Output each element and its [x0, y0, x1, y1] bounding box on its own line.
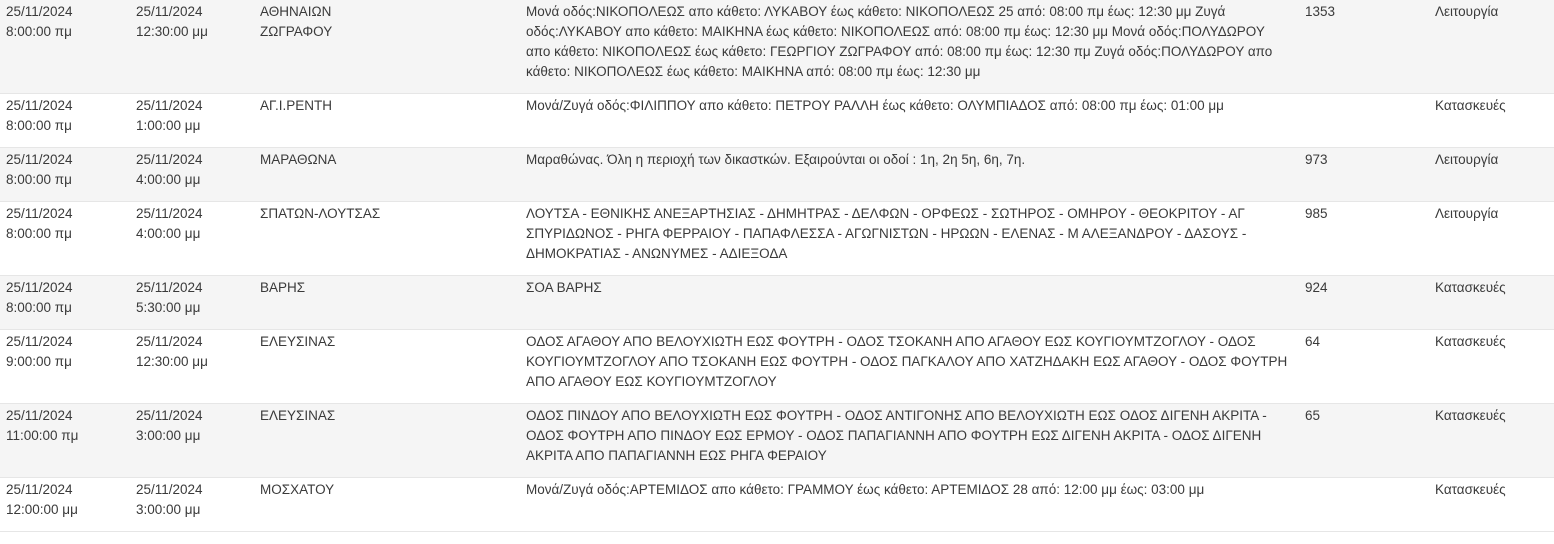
affected-count-cell — [1299, 202, 1429, 276]
affected-count: 1353 — [1305, 4, 1336, 19]
description-line: ΟΔΟΣ ΠΙΝΔΟΥ ΑΠΟ ΒΕΛΟΥΧΙΩΤΗ ΕΩΣ ΦΟΥΤΡΗ - ΟΔΟΣ ΑΝΤΙΓΟΝΗΣ ΑΠΟ ΒΕΛΟΥΧΙΩΤΗ ΕΩΣ ΟΔΟΣ ΔΙΓΕΝΗ ΑΚΡΙΤΑ - — [526, 408, 1267, 423]
description-line: οδός:ΛΥΚΑΒΟΥ απο κάθετο: ΜΑΙΚΗΝΑ έως κάθετο: ΝΙΚΟΠΟΛΕΩΣ από: 08:00 πμ έως: 12:30 μμ Μονά οδός:ΠΟΛΥΔΩΡΟΥ — [526, 24, 1265, 39]
reason-label: Κατασκευές — [1435, 334, 1506, 349]
affected-count-cell — [1299, 330, 1429, 404]
end-date: 25/11/2024 — [136, 4, 203, 19]
end-date: 25/11/2024 — [136, 206, 203, 221]
area-cell — [254, 478, 520, 532]
start-cell — [0, 276, 130, 330]
start-date: 25/11/2024 — [6, 4, 73, 19]
affected-count-cell — [1299, 94, 1429, 148]
table-row — [0, 330, 1554, 404]
start-cell — [0, 404, 130, 478]
description-line: ΑΠΟ ΑΓΑΘΟΥ ΕΩΣ ΚΟΥΓΙΟΥΜΤΖΟΓΛΟΥ — [526, 374, 777, 389]
end-time: 3:00:00 μμ — [136, 502, 201, 517]
reason-cell — [1429, 0, 1554, 94]
reason-cell — [1429, 276, 1554, 330]
description-cell — [520, 148, 1299, 202]
end-cell — [130, 478, 254, 532]
area-name: ΣΠΑΤΩΝ-ΛΟΥΤΣΑΣ — [260, 206, 381, 221]
start-time: 12:00:00 μμ — [6, 502, 78, 517]
description-cell — [520, 330, 1299, 404]
start-date: 25/11/2024 — [6, 206, 73, 221]
area-name: ΕΛΕΥΣΙΝΑΣ — [260, 408, 336, 423]
description-cell — [520, 0, 1299, 94]
reason-label: Κατασκευές — [1435, 280, 1506, 295]
reason-cell — [1429, 330, 1554, 404]
end-date: 25/11/2024 — [136, 98, 203, 113]
area-name: ΜΑΡΑΘΩΝΑ — [260, 152, 337, 167]
start-time: 11:00:00 πμ — [6, 428, 79, 443]
affected-count-cell — [1299, 276, 1429, 330]
area-cell — [254, 330, 520, 404]
description-line: ΣΠΥΡΙΔΩΝΟΣ - ΡΗΓΑ ΦΕΡΡΑΙΟΥ - ΠΑΠΑΦΛΕΣΣΑ - ΑΓΩΓΝΙΣΤΩΝ - ΗΡΩΩΝ - ΕΛΕΝΑΣ - Μ ΑΛΕΞΑΝΔΡΟΥ - ΔΑΣΟΥΣ - — [526, 226, 1247, 241]
description-line: ΑΚΡΙΤΑ ΑΠΟ ΠΑΠΑΓΙΑΝΝΗ ΕΩΣ ΡΗΓΑ ΦΕΡΑΙΟΥ — [526, 448, 827, 463]
description-cell — [520, 94, 1299, 148]
description-line: Μονά/Ζυγά οδός:ΦΙΛΙΠΠΟΥ απο κάθετο: ΠΕΤΡΟΥ ΡΑΛΛΗ έως κάθετο: ΟΛΥΜΠΙΑΔΟΣ από: 08:00 πμ έως: 01:00 μμ — [526, 98, 1224, 113]
affected-count-cell — [1299, 148, 1429, 202]
description-line: ΟΔΟΣ ΑΓΑΘΟΥ ΑΠΟ ΒΕΛΟΥΧΙΩΤΗ ΕΩΣ ΦΟΥΤΡΗ - ΟΔΟΣ ΤΣΟΚΑΝΗ ΑΠΟ ΑΓΑΘΟΥ ΕΩΣ ΚΟΥΓΙΟΥΜΤΖΟΓΛΟΥ - ΟΔΟΣ — [526, 334, 1256, 349]
description-line: Μονά οδός:ΝΙΚΟΠΟΛΕΩΣ απο κάθετο: ΛΥΚΑΒΟΥ έως κάθετο: ΝΙΚΟΠΟΛΕΩΣ 25 από: 08:00 πμ έως: 12:30 μμ Ζυγά — [526, 4, 1226, 19]
start-date: 25/11/2024 — [6, 280, 73, 295]
start-time: 8:00:00 πμ — [6, 300, 72, 315]
end-date: 25/11/2024 — [136, 334, 203, 349]
description-line: απο κάθετο: ΝΙΚΟΠΟΛΕΩΣ έως κάθετο: ΓΕΩΡΓΙΟΥ ΖΩΓΡΑΦΟΥ από: 08:00 πμ έως: 12:30 πμ Ζυγά οδός:ΠΟΛΥΔΩΡΟΥ απο — [526, 44, 1273, 59]
description-line: ΚΟΥΓΙΟΥΜΤΖΟΓΛΟΥ ΑΠΟ ΤΣΟΚΑΝΗ ΕΩΣ ΦΟΥΤΡΗ - ΟΔΟΣ ΠΑΓΚΑΛΟΥ ΑΠΟ ΧΑΤΖΗΔΑΚΗ ΕΩΣ ΑΓΑΘΟΥ - ΟΔΟΣ ΦΟΥΤΡΗ — [526, 354, 1288, 369]
table-row — [0, 202, 1554, 276]
end-cell — [130, 202, 254, 276]
start-cell — [0, 94, 130, 148]
affected-count-cell — [1299, 404, 1429, 478]
end-time: 5:30:00 μμ — [136, 300, 201, 315]
start-date: 25/11/2024 — [6, 334, 73, 349]
area-name: ΑΘΗΝΑΙΩΝ — [260, 4, 332, 19]
start-cell — [0, 330, 130, 404]
reason-cell — [1429, 202, 1554, 276]
start-cell — [0, 148, 130, 202]
affected-count-cell — [1299, 478, 1429, 532]
area-name: ΕΛΕΥΣΙΝΑΣ — [260, 334, 336, 349]
start-date: 25/11/2024 — [6, 98, 73, 113]
affected-count: 985 — [1305, 206, 1328, 221]
start-time: 8:00:00 πμ — [6, 118, 72, 133]
end-cell — [130, 276, 254, 330]
description-cell — [520, 202, 1299, 276]
reason-label: Κατασκευές — [1435, 408, 1506, 423]
description-cell — [520, 404, 1299, 478]
area-cell — [254, 404, 520, 478]
reason-label: Λειτουργία — [1435, 152, 1499, 167]
start-cell — [0, 478, 130, 532]
start-date: 25/11/2024 — [6, 152, 73, 167]
end-time: 1:00:00 μμ — [136, 118, 201, 133]
end-time: 3:00:00 μμ — [136, 428, 201, 443]
table-row — [0, 404, 1554, 478]
area-name: ΑΓ.Ι.ΡΕΝΤΗ — [260, 98, 332, 113]
end-cell — [130, 94, 254, 148]
end-time: 12:30:00 μμ — [136, 354, 208, 369]
description-line: ΛΟΥΤΣΑ - ΕΘΝΙΚΗΣ ΑΝΕΞΑΡΤΗΣΙΑΣ - ΔΗΜΗΤΡΑΣ - ΔΕΛΦΩΝ - ΟΡΦΕΩΣ - ΣΩΤΗΡΟΣ - ΟΜΗΡΟΥ - ΘΕΟΚΡΙΤΟΥ - ΑΓ — [526, 206, 1245, 221]
description-cell — [520, 276, 1299, 330]
end-cell — [130, 0, 254, 94]
description-line: Μαραθώνας. Όλη η περιοχή των δικαστκών. Εξαιρούνται οι οδοί : 1η, 2η 5η, 6η, 7η. — [526, 152, 1026, 167]
table-row — [0, 94, 1554, 148]
reason-cell — [1429, 404, 1554, 478]
end-time: 4:00:00 μμ — [136, 226, 201, 241]
reason-cell — [1429, 148, 1554, 202]
description-line: ΔΗΜΟΚΡΑΤΙΑΣ - ΑΝΩΝΥΜΕΣ - ΑΔΙΕΞΟΔΑ — [526, 246, 788, 261]
table-row — [0, 276, 1554, 330]
start-time: 9:00:00 πμ — [6, 354, 72, 369]
affected-count: 65 — [1305, 408, 1321, 423]
end-cell — [130, 330, 254, 404]
end-date: 25/11/2024 — [136, 408, 203, 423]
reason-cell — [1429, 478, 1554, 532]
start-time: 8:00:00 πμ — [6, 24, 72, 39]
end-date: 25/11/2024 — [136, 482, 203, 497]
area-cell — [254, 202, 520, 276]
start-date: 25/11/2024 — [6, 408, 73, 423]
area-cell — [254, 276, 520, 330]
affected-count: 924 — [1305, 280, 1328, 295]
table-row — [0, 478, 1554, 532]
reason-label: Κατασκευές — [1435, 98, 1506, 113]
start-time: 8:00:00 πμ — [6, 226, 72, 241]
reason-cell — [1429, 94, 1554, 148]
table-row — [0, 0, 1554, 94]
description-line: ΟΔΟΣ ΦΟΥΤΡΗ ΑΠΟ ΠΙΝΔΟΥ ΕΩΣ ΕΡΜΟΥ - ΟΔΟΣ ΠΑΠΑΓΙΑΝΝΗ ΑΠΟ ΦΟΥΤΡΗ ΕΩΣ ΔΙΓΕΝΗ ΑΚΡΙΤΑ - ΟΔΟΣ ΔΙΓΕΝΗ — [526, 428, 1262, 443]
description-cell — [520, 478, 1299, 532]
description-line: κάθετο: ΝΙΚΟΠΟΛΕΩΣ έως κάθετο: ΜΑΙΚΗΝΑ από: 08:00 πμ έως: 12:30 μμ — [526, 64, 981, 79]
reason-label: Λειτουργία — [1435, 206, 1499, 221]
end-time: 4:00:00 μμ — [136, 172, 201, 187]
end-cell — [130, 148, 254, 202]
start-cell — [0, 202, 130, 276]
end-cell — [130, 404, 254, 478]
area-name: ΒΑΡΗΣ — [260, 280, 306, 295]
start-date: 25/11/2024 — [6, 482, 73, 497]
end-date: 25/11/2024 — [136, 152, 203, 167]
description-line: Μονά/Ζυγά οδός:ΑΡΤΕΜΙΔΟΣ απο κάθετο: ΓΡΑΜΜΟΥ έως κάθετο: ΑΡΤΕΜΙΔΟΣ 28 από: 12:00 μμ έως: 03:00 μμ — [526, 482, 1205, 497]
area-name: ΜΟΣΧΑΤΟΥ — [260, 482, 335, 497]
area-cell — [254, 148, 520, 202]
area-cell — [254, 0, 520, 94]
description-line: ΣΟΑ ΒΑΡΗΣ — [526, 280, 602, 295]
start-cell — [0, 0, 130, 94]
area-name: ΖΩΓΡΑΦΟΥ — [260, 24, 333, 39]
affected-count-cell — [1299, 0, 1429, 94]
affected-count: 64 — [1305, 334, 1321, 349]
end-time: 12:30:00 μμ — [136, 24, 208, 39]
table-row — [0, 148, 1554, 202]
affected-count: 973 — [1305, 152, 1328, 167]
end-date: 25/11/2024 — [136, 280, 203, 295]
reason-label: Κατασκευές — [1435, 482, 1506, 497]
reason-label: Λειτουργία — [1435, 4, 1499, 19]
area-cell — [254, 94, 520, 148]
start-time: 8:00:00 πμ — [6, 172, 72, 187]
